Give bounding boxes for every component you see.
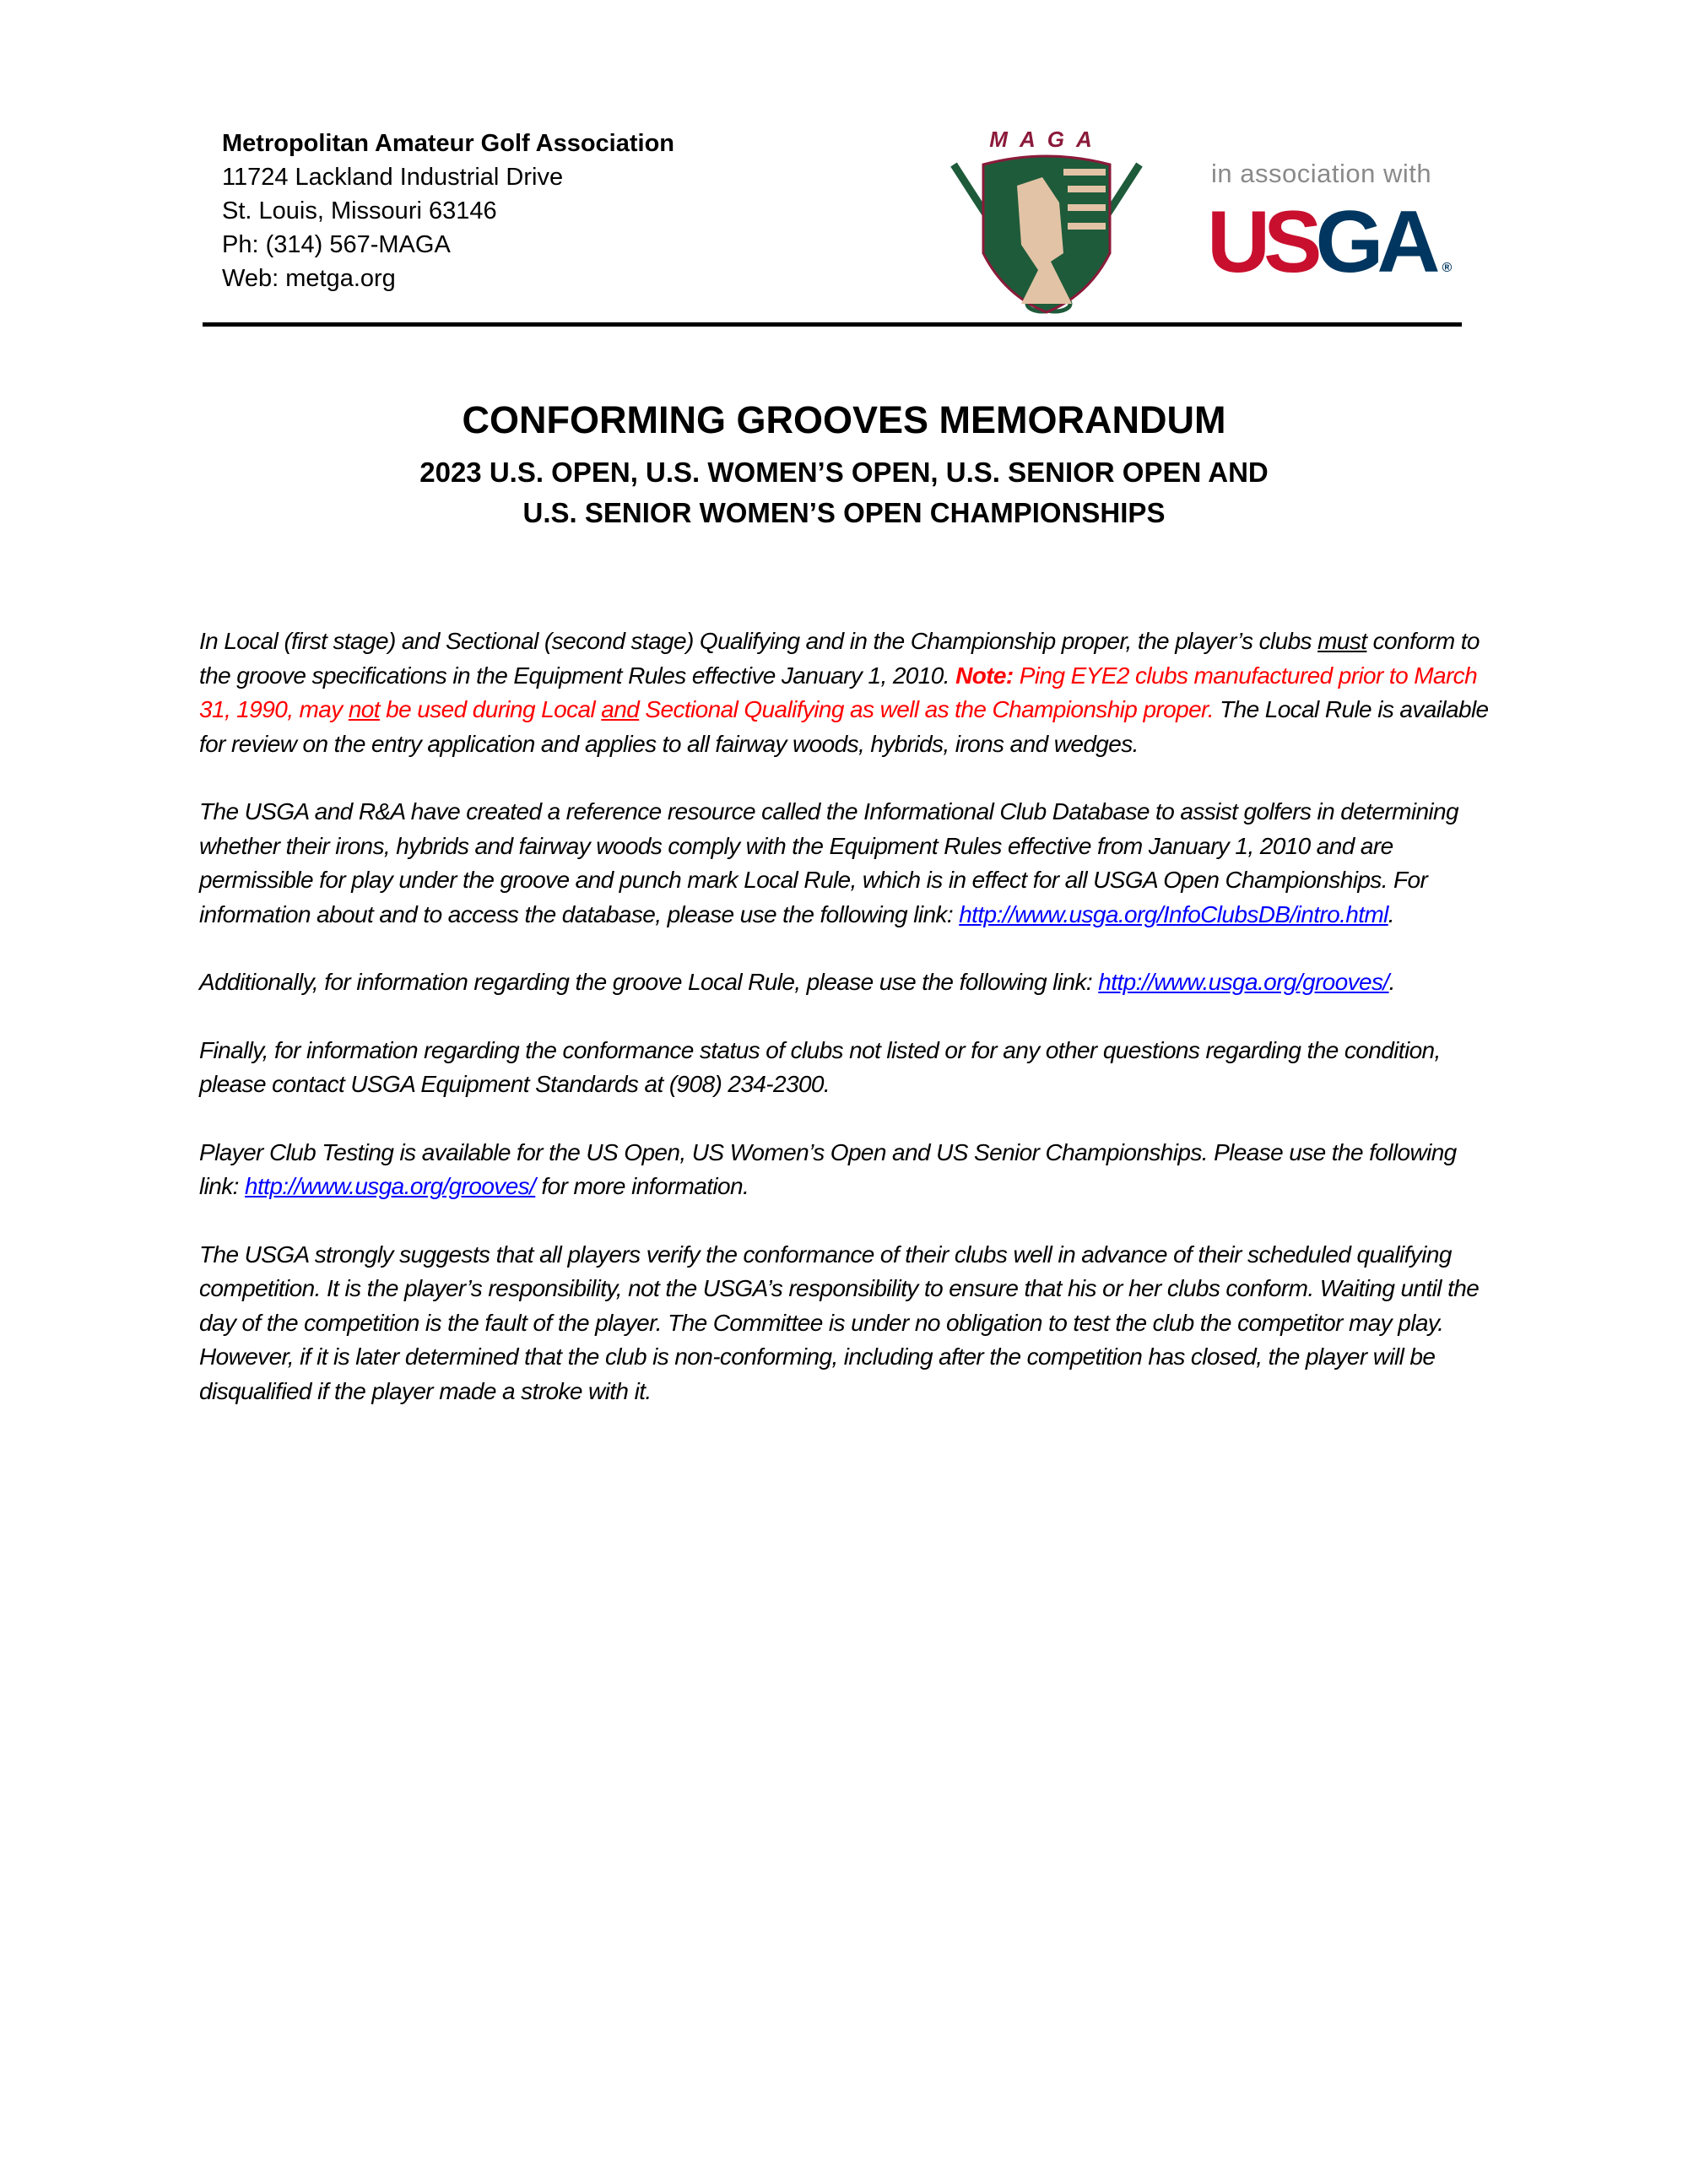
note-text: Ping EYE2 clubs manufactured prior to March 31, 1990, may: [199, 662, 1478, 722]
usga-logo-ga: GA: [1315, 193, 1434, 291]
registered-mark: ®: [1442, 261, 1453, 275]
memo-body: [199, 624, 1495, 1442]
text: In Local (first stage) and Sectional (second stage) Qualifying and in the Championship proper, the player’s clubs: [199, 628, 1318, 654]
text: The USGA and R&A have created a reference resource called the Informational Club Database to assist golfers in determining whether their irons, hybrids and fairway woods comply with the Equipment Rules effective from January 1, 2010 and are permissible for play under the groove and punch mark Local Rule, which is in effect for all USGA Open Championships. For information about and to access the database, please use the following link:: [199, 798, 1458, 927]
header-divider: [203, 322, 1462, 327]
subtitle-line-1: 2023 U.S. OPEN, U.S. WOMEN’S OPEN, U.S. SENIOR OPEN AND: [419, 457, 1269, 488]
grooves-link-2[interactable]: http://www.usga.org/grooves/: [244, 1173, 536, 1199]
note-label: Note:: [955, 662, 1014, 689]
document-title: CONFORMING GROOVES MEMORANDUM: [462, 398, 1226, 441]
note-text: be used during Local: [379, 696, 602, 722]
address-line-1: 11724 Lackland Industrial Drive: [222, 164, 564, 191]
text: .: [1388, 900, 1394, 927]
letterhead-address: [222, 127, 674, 295]
text: conform to the groove specifications in the Equipment Rules effective January 1, 2010.: [199, 628, 1480, 689]
association-text: in association with: [1211, 159, 1432, 188]
text: Additionally, for information regarding the groove Local Rule, please use the following link:: [199, 969, 1099, 995]
paragraph-database: [199, 795, 1495, 932]
note-text: Sectional Qualifying as well as the Championship proper.: [639, 696, 1214, 722]
paragraph-club-testing: [199, 1136, 1495, 1204]
emphasis-and: and: [601, 696, 640, 722]
org-name: Metropolitan Amateur Golf Association: [222, 130, 675, 157]
text: for more information.: [535, 1173, 749, 1199]
usga-logo-us: US: [1207, 193, 1316, 291]
maga-logo-text: MAGA: [989, 127, 1104, 152]
paragraph-conformance: [199, 624, 1495, 761]
document-subtitle: [0, 452, 1688, 533]
text: Player Club Testing is available for the US Open, US Women’s Open and US Senior Championships. Please use the following link:: [199, 1138, 1457, 1199]
paragraph-responsibility: The USGA strongly suggests that all players verify the conformance of their clubs well in advance of their scheduled qualifying competition. It is the player’s responsibility, not the USGA’s responsibility to ensure that his or her clubs conform. Waiting until the day of the competition is the fault of the player. The Committee is under no obligation to test the club the competitor may play. However, if it is later determined that the club is non-conforming, including after the competition has closed, the player will be disqualified if the player made a stroke with it.: [199, 1241, 1480, 1404]
website: Web: metga.org: [222, 265, 396, 292]
maga-logo: [945, 127, 1148, 321]
paragraph-contact: Finally, for information regarding the conformance status of clubs not listed or for any other questions regarding the condition, please contact USGA Equipment Standards at (908) 234-2300.: [199, 1036, 1441, 1097]
emphasis-not: not: [348, 696, 380, 722]
text: The Local Rule is available for review on the entry application and applies to all fairway woods, hybrids, irons and wedges.: [199, 696, 1489, 757]
emphasis-must: must: [1317, 628, 1367, 654]
text: .: [1388, 969, 1395, 995]
subtitle-line-2: U.S. SENIOR WOMEN’S OPEN CHAMPIONSHIPS: [522, 497, 1166, 528]
address-line-2: St. Louis, Missouri 63146: [222, 197, 497, 224]
grooves-link[interactable]: http://www.usga.org/grooves/: [1098, 969, 1389, 995]
usga-logo: [1207, 193, 1453, 315]
infoclubs-db-link[interactable]: http://www.usga.org/InfoClubsDB/intro.html: [959, 900, 1388, 927]
phone: Ph: (314) 567-MAGA: [222, 231, 451, 258]
paragraph-local-rule: [199, 965, 1495, 1000]
